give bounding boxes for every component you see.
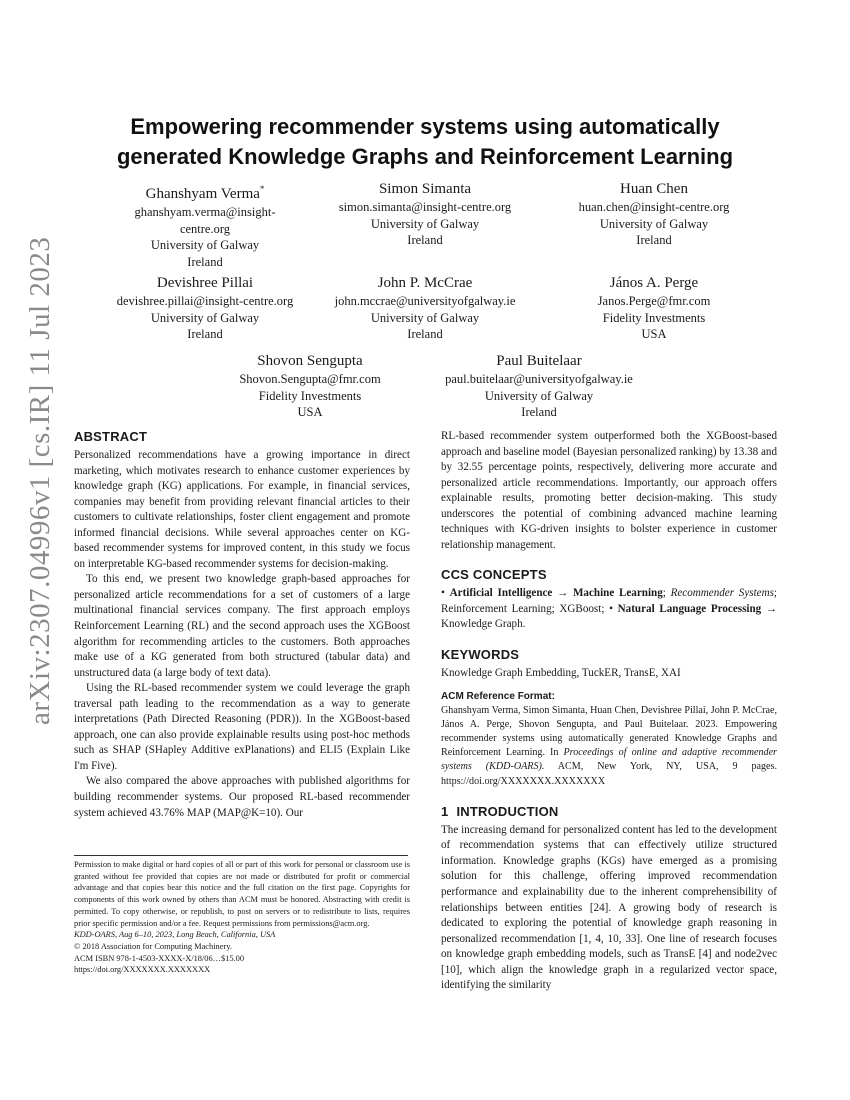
reference-venue: Proceedings of online and adaptive recommender systems (KDD-OARS). [441, 747, 777, 773]
abstract-heading: ABSTRACT [74, 429, 148, 444]
copyright-footnote [74, 859, 410, 976]
author-email: ghanshyam.verma@insight- [134, 205, 276, 219]
author-block [414, 351, 664, 421]
reference-format-text [441, 704, 777, 789]
author-name: Simon Simanta [378, 181, 472, 197]
abstract-paragraph: Personalized recommendations have a growing importance in direct marketing, which motivates research to enhance customer experiences by knowledge graph (KG) applications. For example, in financial services, companies may benefit from providing relevant financial articles to their customers to cultivate relationships, foster client engagement and promote informed financial decisions. While several approaches center on KG-based recommender systems for improved content, in this study we focus on interpretable KG-based recommender systems for decision-making. [74, 449, 410, 570]
ccs-term: Machine Learning [572, 587, 663, 600]
author-email: john.mccrae@universityofgalway.ie [334, 294, 516, 308]
author-name: Devishree Pillai [156, 275, 254, 291]
ccs-separator: ; [662, 587, 671, 600]
author-email: Shovon.Sengupta@fmr.com [239, 372, 381, 386]
ccs-bullet: • [609, 602, 618, 615]
author-affiliation: University of Galway [484, 388, 594, 403]
abstract-paragraph: We also compared the above approaches with published algorithms for building recommender systems. Our proposed RL-based recommender system achieved 43.76% MAP (MAP@K=10). Our [74, 775, 410, 819]
author-country: Ireland [636, 233, 672, 247]
permission-notice: Permission to make digital or hard copies of all or part of this work for personal or classroom use is granted without fee provided that copies are not made or distributed for profit or commercial advantage and that copies bear this notice and the full citation on the first page. Copyrights for components of this work owned by others than ACM must be honored. Abstracting with credit is permitted. To copy otherwise, or republish, to post on servers or to redistribute to lists, requires prior specific permission and/or a fee. Request permissions from permissions@acm.org. [74, 860, 410, 928]
author-affiliation: University of Galway [150, 238, 260, 252]
left-column [74, 428, 410, 821]
author-affiliation: Fidelity Investments [602, 310, 706, 325]
author-email: Janos.Perge@fmr.com [597, 294, 711, 308]
author-affiliation: Fidelity Investments [258, 388, 362, 403]
author-name: John P. McCrae [377, 275, 473, 291]
author-block [534, 179, 774, 249]
conference-info: KDD-OARS, Aug 6–10, 2023, Long Beach, California, USA [74, 930, 276, 940]
author-footnote-mark: * [259, 184, 265, 194]
copyright-notice: © 2018 Association for Computing Machinery. [74, 941, 232, 951]
doi-link[interactable]: https://doi.org/XXXXXXX.XXXXXXX [74, 965, 211, 975]
ccs-bullet: • [441, 587, 450, 600]
keywords-heading: KEYWORDS [441, 647, 520, 663]
author-email: huan.chen@insight-centre.org [578, 200, 730, 214]
author-block [300, 273, 550, 343]
ccs-term: Natural Language Processing [617, 602, 762, 615]
author-country: USA [641, 327, 667, 341]
isbn: ACM ISBN 978-1-4503-XXXX-X/18/06…$15.00 [74, 953, 245, 963]
reference-citation: Ghanshyam Verma, Simon Simanta, Huan Chen, Devishree Pillai, John P. McCrae, János A. Perge, Shovon Sengupta, and Paul Buitelaar. 2023. Empowering recommender systems using automatically generated Knowledge Graphs and Reinforcement Learning. In [441, 704, 777, 759]
author-country: USA [297, 405, 323, 419]
section-number: 1 [441, 803, 449, 819]
right-column [441, 429, 777, 994]
keywords-list: Knowledge Graph Embedding, TuckER, TransE, XAI [441, 667, 681, 680]
author-country: Ireland [187, 254, 223, 269]
ccs-heading: CCS CONCEPTS [441, 567, 547, 583]
author-block [90, 179, 320, 270]
author-name: Paul Buitelaar [496, 353, 582, 369]
arxiv-identifier: arXiv:2307.04996v1 [cs.IR] 11 Jul 2023 [24, 236, 56, 725]
reference-format-heading: ACM Reference Format: [441, 690, 555, 702]
ccs-arrow: → [761, 602, 777, 615]
paper-title [90, 112, 760, 172]
author-affiliation: University of Galway [370, 216, 480, 231]
author-country: Ireland [521, 405, 557, 419]
author-block [190, 351, 430, 421]
abstract-paragraph: RL-based recommender system outperformed both the XGBoost-based approach and baseline model (Bayesian personalized ranking) by 13.38 and by 32.55 percentage points, respectively, delivering more accurate and personalized article recommendations. Importantly, our approach offers explainable results, promoting better decision-making. This study underscores the potential of combining advanced machine learning techniques with KG-driven insights to bolster experience in customer relationship management. [441, 430, 777, 551]
author-name: Huan Chen [620, 181, 688, 197]
ccs-term: Recommender Systems [670, 587, 774, 600]
author-name: Shovon Sengupta [257, 353, 363, 369]
ccs-concepts [441, 586, 777, 633]
ccs-term: Artificial Intelligence [449, 587, 553, 600]
title-line-1: Empowering recommender systems using automatically [130, 114, 720, 139]
author-block [534, 273, 774, 343]
author-email: devishree.pillai@insight-centre.org [116, 294, 294, 308]
author-block [300, 179, 550, 249]
title-line-2: generated Knowledge Graphs and Reinforcement Learning [116, 144, 734, 169]
introduction-heading [441, 803, 777, 821]
author-name: János A. Perge [609, 275, 699, 291]
author-country: Ireland [407, 327, 443, 341]
introduction-paragraph: The increasing demand for personalized content has led to the development of recommendation systems that can effectively utilize structured information. Knowledge graphs (KGs) have emerged as a promising solution for this challenge, offering improved recommendation performance and explainability due to the inherent comprehensibility of relationships between entities [24]. A growing body of research is dedicated to exploring the potential of knowledge graph reasoning in personalized recommendation [1, 4, 10, 33]. One line of research focuses on knowledge graph embedding models, such as TransE [4] and node2vec [10], which align the knowledge graph in a regularized vector space, identifying the similarity [441, 823, 777, 992]
author-country: Ireland [407, 233, 443, 247]
abstract-paragraph: To this end, we present two knowledge graph-based approaches for personalized article recommendations for a set of customers of a large multinational financial services company. The first approach employs Reinforcement Learning (RL) and the second approach uses the XGBoost algorithm for recommending articles to the customers. Both approaches make use of a KG generated from both structured (tabular data) and unstructured data (a large body of text data). [74, 573, 410, 679]
author-name: Ghanshyam Verma [145, 186, 260, 202]
author-email: simon.simanta@insight-centre.org [338, 200, 512, 214]
author-email: paul.buitelaar@universityofgalway.ie [445, 372, 633, 386]
author-email-cont: centre.org [179, 221, 231, 236]
author-affiliation: University of Galway [370, 310, 480, 325]
ccs-terms: ; Reinforcement Learning; XGBoost; [441, 587, 777, 615]
ccs-arrow: → [552, 587, 573, 600]
section-title: INTRODUCTION [456, 803, 559, 819]
reference-publisher: ACM, New York, NY, USA, 9 pages. https://doi.org/XXXXXXX.XXXXXXX [441, 761, 777, 787]
ccs-term: Knowledge Graph. [441, 618, 526, 631]
abstract-paragraph: Using the RL-based recommender system we could leverage the graph traversal path leading to the recommendation as a way to generate interpretations (Path Directed Reasoning (PDR)). In the XGBoost-based approach, one can also provide explainable results using post-hoc methods such as SHAP (SHapley Additive exPlanations) and ELI5 (Explain Like I'm Five). [74, 682, 410, 772]
author-affiliation: University of Galway [599, 216, 709, 231]
author-country: Ireland [187, 327, 223, 341]
footnote-divider [74, 855, 408, 856]
author-block [80, 273, 330, 343]
author-affiliation: University of Galway [150, 310, 260, 325]
